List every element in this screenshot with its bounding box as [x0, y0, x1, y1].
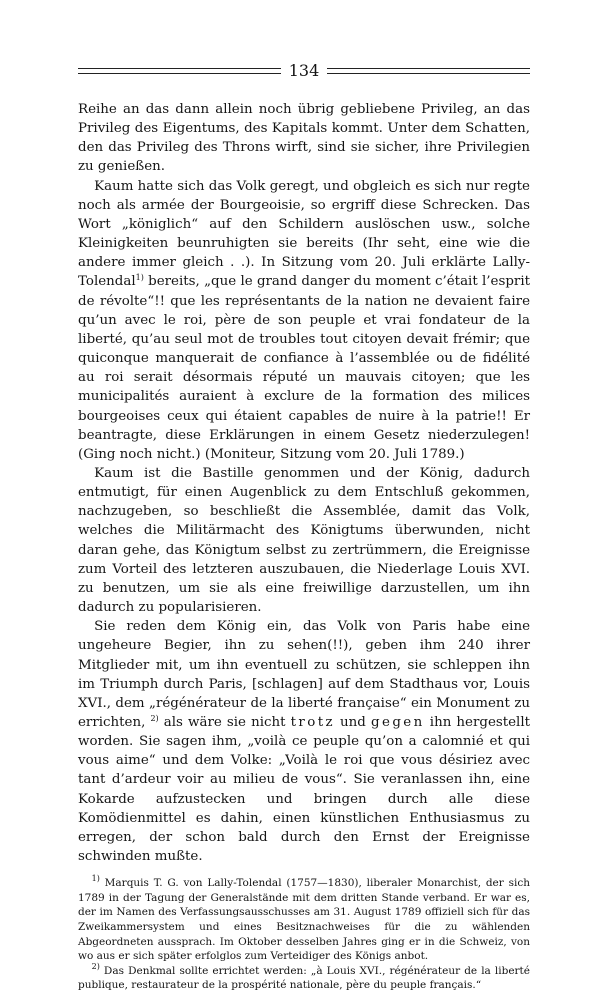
- paragraph-4-text-c: und: [334, 715, 371, 730]
- book-page: [78, 58, 530, 993]
- footnote-1: [78, 876, 530, 964]
- spaced-word-trotz: trotz: [290, 715, 335, 730]
- page-header: [78, 58, 530, 84]
- paragraph-2-text-b: bereits, „que le grand danger du moment c’était l’esprit de révolte“!! que les représentants de la nation ne devaient faire qu’un avec le roi, père de son peuple et vrai fondateur de la liberté, qu’au seul mot de troubles tout citoyen devait frémir; que quiconque manquerait de confiance à l’assemblée ou de fidélité au roi serait désormais réputé un mauvais citoyen; que les municipalités auraient à exclure de la formation des milices bourgeoises ceux qui étaient capables de nuire à la patrie!! Er beantragte, diese Erklärungen in einem Gesetz niederzulegen! (Ging noch nicht.) (Moniteur, Sitzung vom 20. Juli 1789.): [78, 274, 530, 462]
- paragraph-4-text-d: ihn hergestellt worden. Sie sagen ihm, „voilà ce peuple qu’on a calomnié et qui vous aime“ und dem Volke: „Voilà le roi que vous désiriez avec tant d’ardeur voir au milieu de vous“. Sie veranlassen ihn, eine Kokarde aufzustecken und bringen durch alle diese Komödienmittel es dahin, einen künstlichen Enthusiasmus zu erregen, der schon bald durch den Ernst der Ereignisse schwinden mußte.: [78, 715, 531, 865]
- footnote-2-text: Das Denkmal sollte errichtet werden: „à Louis XVI., régénérateur de la liberté publique, restaurateur de la prospérité nationale, père du peuple français.“: [78, 964, 530, 992]
- paragraph-4-text-a: Sie reden dem König ein, das Volk von Paris habe eine ungeheure Begier, ihn zu sehen(!!), geben ihm 240 ihrer Mitglieder mit, um ihn eventuell zu schützen, sie schleppen ihn im Triumph durch Paris, [schlagen] auf dem Stadthaus vor, Louis XVI., dem „régénérateur de la liberté française“ ein Monument zu errichten,: [78, 619, 530, 730]
- paragraph-4-text-b: als wäre sie nicht: [158, 715, 291, 730]
- paragraph-2-text-a: Kaum hatte sich das Volk geregt, und obgleich es sich nur regte noch als armée der Bourgeoisie, so ergriff diese Schrecken. Das Wort „königlich“ auf den Schildern auslöschen usw., solche Kleinigkeiten beunruhigten sie bereits (Ihr seht, eine wie die andere immer gleich . .). In Sitzung vom 20. Juli erklärte Lally-Tolendal: [78, 178, 530, 290]
- paragraph-4: [78, 617, 530, 866]
- paragraph-3: Kaum ist die Bastille genommen und der König, dadurch entmutigt, für einen Augenblick zu dem Entschluß gekommen, nachzugeben, so beschließt die Assemblée, damit das Volk, welches die Militärmacht des Königtums überwunden, nicht daran gehe, das Königtum selbst zu zertrümmern, die Ereignisse zum Vorteil des letzteren auszubauen, die Niederlage Louis XVI. zu benutzen, um sie als eine freiwillige darzustellen, um ihn dadurch zu popularisieren.: [78, 465, 530, 616]
- paragraph-1: Reihe an das dann allein noch übrig gebliebene Privileg, an das Privileg des Eigentums, des Kapitals kommt. Unter dem Schatten, den das Privileg des Throns wirft, sind sie sicher, ihre Privilegien zu genießen.: [78, 102, 530, 175]
- footnote-ref-1: 1): [135, 273, 144, 283]
- main-text: [78, 100, 530, 866]
- footnote-1-marker: 1): [91, 874, 100, 884]
- footnotes: [78, 876, 530, 993]
- page-number: 134: [288, 61, 320, 80]
- paragraph-2: [78, 177, 530, 464]
- footnote-ref-2: 2): [150, 714, 159, 723]
- footnote-1-text: Marquis T. G. von Lally-Tolendal (1757—1830), liberaler Monarchist, der sich 1789 in der Tagung der Generalstände mit dem dritten Stande verband. Er war es, der im Namen des Verfassungsausschusses am 31. August 1789 offiziell sich für das Zweikammersystem und eines Besitznachweises für die zu wählenden Abgeordneten aussprach. Im Oktober desselben Jahres ging er in die Schweiz, von wo aus er sich später erfolglos zum Verteidiger des Königs anbot.: [78, 877, 530, 963]
- footnote-2-marker: 2): [91, 961, 100, 971]
- spaced-word-gegen: gegen: [371, 715, 425, 730]
- header-rule-left: [78, 68, 281, 74]
- footnote-2: [78, 961, 530, 993]
- header-rule-right: [327, 68, 530, 74]
